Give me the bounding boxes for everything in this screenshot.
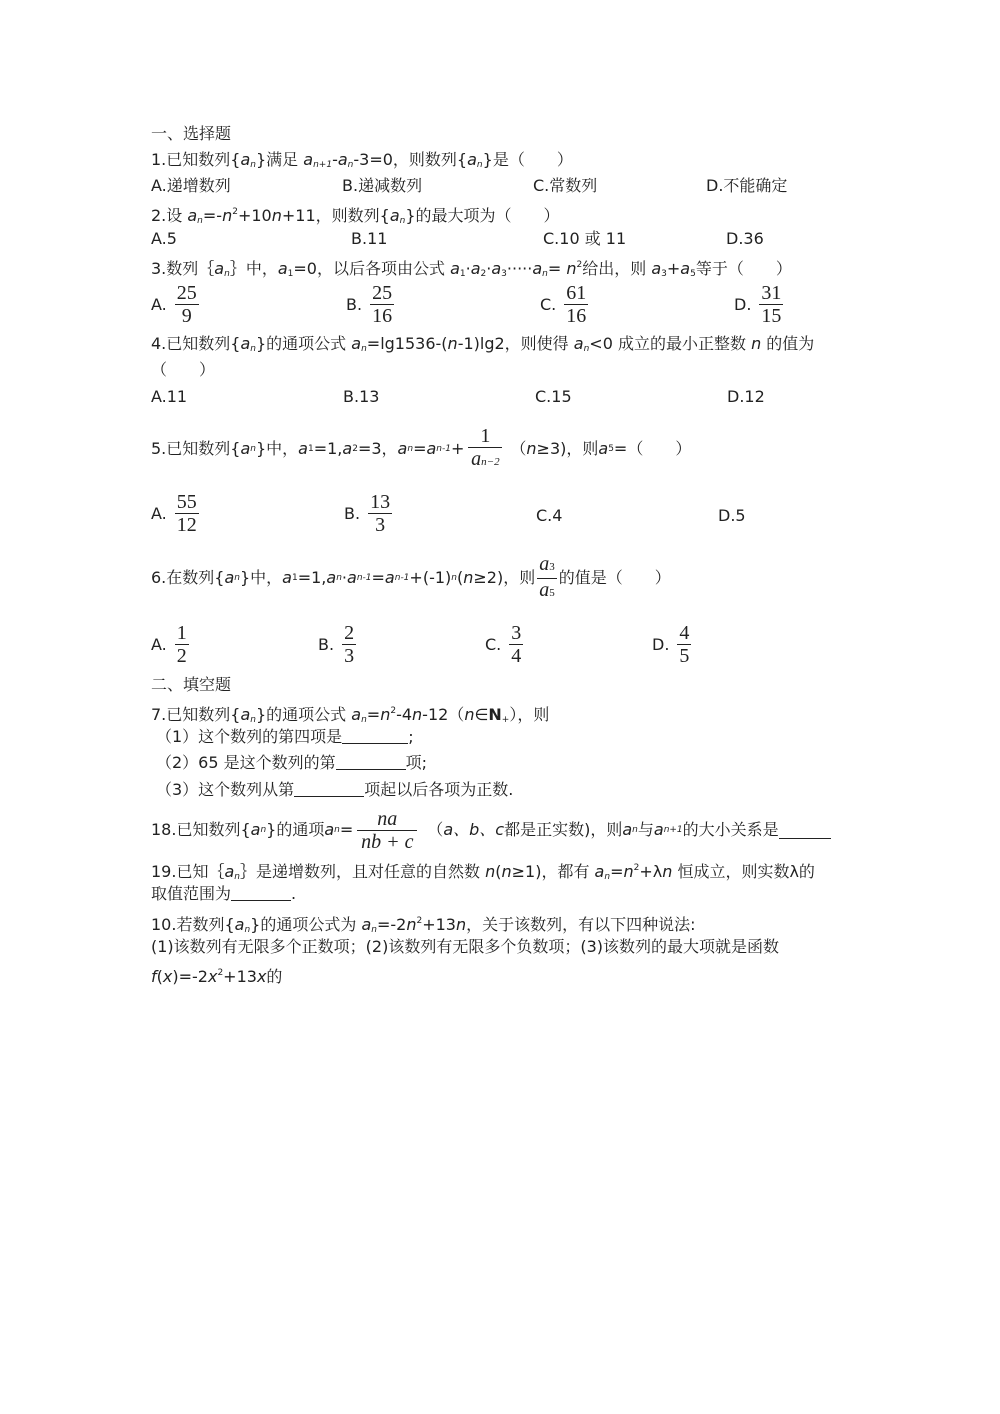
var-a: a xyxy=(240,334,251,353)
sub-plus: + xyxy=(501,715,510,725)
var-a: a xyxy=(598,439,609,458)
sub-n-1: n-1 xyxy=(394,573,410,583)
var-a: a xyxy=(622,820,633,839)
q7-sub-text: ; xyxy=(408,727,414,746)
q10-text: 10.若数列{ xyxy=(151,915,235,934)
fraction xyxy=(175,282,199,327)
var-a: a xyxy=(240,439,251,458)
set-N: N xyxy=(488,705,502,724)
q18-text: 18.已知数列{ xyxy=(151,820,251,839)
var-a: a xyxy=(351,334,362,353)
option-label: C. xyxy=(485,635,502,654)
answer-blank[interactable] xyxy=(336,753,406,770)
var-a: a xyxy=(234,915,245,934)
var-a: a xyxy=(277,259,288,278)
q5-text: =3， xyxy=(357,439,398,458)
question-1 xyxy=(151,150,573,175)
var-n: n xyxy=(464,705,475,724)
q7-sub-2 xyxy=(156,753,427,773)
q7-text: = xyxy=(366,705,381,724)
q3-option-d xyxy=(734,282,783,327)
var-a: a xyxy=(573,334,584,353)
q7-sub-text: 项起以后各项为正数. xyxy=(364,780,514,799)
var-n: n xyxy=(412,705,423,724)
q1-option-a: A.递增数列 xyxy=(151,176,231,195)
q2-text: +11，则数列{ xyxy=(281,206,390,225)
option-label: B. xyxy=(346,295,363,314)
fraction xyxy=(175,491,199,536)
q2-option-b: B.11 xyxy=(351,229,388,248)
q2-option-a: A.5 xyxy=(151,229,177,248)
var-a: a xyxy=(351,705,362,724)
sub-n-2: n−2 xyxy=(481,456,500,468)
dot: · xyxy=(486,259,492,278)
sub-n: n xyxy=(234,872,240,882)
q2-text: 2.设 xyxy=(151,206,188,225)
q7-text: 7.已知数列{ xyxy=(151,705,241,724)
var-a: a xyxy=(224,568,235,587)
sub-3: 3 xyxy=(549,560,555,573)
option-label: D. xyxy=(734,295,752,314)
q2-text: }的最大项为（ ） xyxy=(405,206,560,225)
sub-n: n xyxy=(197,216,203,226)
denominator xyxy=(469,448,501,473)
sup-2: 2 xyxy=(633,863,640,873)
q3-text: = xyxy=(547,259,567,278)
q10-text: ，关于该数列，有以下四种说法: xyxy=(466,915,696,934)
denominator: 9 xyxy=(181,305,192,327)
q18-text: （ xyxy=(427,820,444,839)
option-label: A. xyxy=(151,504,167,523)
denominator: 16 xyxy=(372,305,393,327)
q10-line-2: (1)该数列有无限多个正数项；(2)该数列有无限多个负数项；(3)该数列的最大项就是函数 xyxy=(151,937,779,956)
q2-text: +10 xyxy=(237,206,272,225)
sup-2: 2 xyxy=(390,706,397,716)
q3-text: ｝中， xyxy=(229,259,278,278)
sub-n: n xyxy=(250,444,256,454)
q4-text: }的通项公式 xyxy=(255,334,352,353)
q19-text: . xyxy=(291,884,297,903)
sub-n: n xyxy=(583,344,590,354)
q4-option-d: D.12 xyxy=(727,387,765,406)
denominator: 16 xyxy=(566,305,587,327)
q1-text: - xyxy=(332,150,338,169)
fraction xyxy=(759,282,783,327)
sup-2: 2 xyxy=(232,207,238,217)
q7-text: ），则 xyxy=(509,705,550,724)
var-a: a xyxy=(361,915,372,934)
sub-n1: n+1 xyxy=(663,825,683,835)
q19-text: ≥1)，都有 xyxy=(511,862,595,881)
var-a: a xyxy=(651,259,662,278)
q19-text: 取值范围为 xyxy=(151,884,232,903)
q6-option-b xyxy=(318,622,356,667)
answer-blank[interactable] xyxy=(231,884,291,901)
var-a: a xyxy=(384,568,395,587)
q10-line-3 xyxy=(151,963,282,987)
q3-option-b xyxy=(346,282,394,327)
question-18 xyxy=(151,806,831,854)
denominator: nb + c xyxy=(361,830,414,853)
answer-blank[interactable] xyxy=(342,727,408,744)
q5-text: }中， xyxy=(255,439,299,458)
var-a: a xyxy=(214,259,225,278)
sub-n: n xyxy=(224,269,230,279)
sub-1: 1 xyxy=(287,269,294,279)
sub-2: 2 xyxy=(352,444,358,454)
q5-text: 5.已知数列{ xyxy=(151,439,241,458)
numerator: 55 xyxy=(176,491,197,513)
q5-option-c: C.4 xyxy=(536,506,563,525)
q10-text: =-2 xyxy=(376,915,407,934)
fraction xyxy=(175,622,189,667)
q19-text: = xyxy=(610,862,624,881)
var-a: a xyxy=(337,150,348,169)
var-a: a xyxy=(240,150,251,169)
var-x: x xyxy=(256,967,267,986)
q2-option-c: C.10 或 11 xyxy=(543,229,627,248)
sup-2: 2 xyxy=(217,968,224,978)
q7-sub-1 xyxy=(156,727,414,747)
answer-blank[interactable] xyxy=(779,822,831,839)
var-n: n xyxy=(662,862,673,881)
option-label: D. xyxy=(652,635,670,654)
option-label: B. xyxy=(344,504,361,523)
section-title-choice: 一、选择题 xyxy=(151,124,232,143)
var-a: a xyxy=(303,150,314,169)
option-label: A. xyxy=(151,635,167,654)
fraction xyxy=(368,491,392,536)
sub-5: 5 xyxy=(690,269,696,279)
question-2 xyxy=(151,202,560,231)
var-n: n xyxy=(406,915,417,934)
sub-n: n xyxy=(604,872,611,882)
var-a: a xyxy=(653,820,664,839)
var-n: n xyxy=(623,862,634,881)
var-a: a xyxy=(326,568,337,587)
q4-text: =lg1536-( xyxy=(366,334,448,353)
question-3 xyxy=(151,255,792,284)
var-a: a xyxy=(491,259,502,278)
var-a: a xyxy=(250,820,261,839)
var-n: n xyxy=(751,334,762,353)
q19-line-2 xyxy=(151,884,296,904)
q19-text: ( xyxy=(495,862,502,881)
q7-sub-text: （2）65 是这个数列的第 xyxy=(156,753,336,772)
sub-3: 3 xyxy=(501,269,507,279)
var-n: n xyxy=(455,915,467,934)
question-19 xyxy=(151,858,815,887)
denominator: 3 xyxy=(344,645,355,667)
q10-text: 的 xyxy=(266,967,283,986)
q4-text: -1)lg2，则使得 xyxy=(457,334,574,353)
sub-1: 1 xyxy=(307,444,314,454)
q4-option-a: A.11 xyxy=(151,387,188,406)
var-n: n xyxy=(501,862,512,881)
var-n: n xyxy=(380,705,391,724)
q18-text: 都是正实数)，则 xyxy=(504,820,623,839)
var-n: n xyxy=(222,206,233,225)
sub-5: 5 xyxy=(549,586,555,599)
sub-n-1: n-1 xyxy=(436,444,451,454)
plus: + xyxy=(666,259,681,278)
q3-text: 给出，则 xyxy=(582,259,652,278)
q6-text: 6.在数列{ xyxy=(151,568,225,587)
q1-text: 1.已知数列{ xyxy=(151,150,241,169)
var-x: x xyxy=(162,967,173,986)
var-a: a xyxy=(680,259,691,278)
q19-text: 19.已知｛ xyxy=(151,862,225,881)
q5-option-b xyxy=(344,491,392,536)
sub-5: 5 xyxy=(608,444,614,454)
var-a: a xyxy=(450,259,460,278)
sub-n: n xyxy=(250,160,256,170)
var-x: x xyxy=(207,967,218,986)
fraction xyxy=(677,622,691,667)
question-5 xyxy=(151,426,691,472)
q5-text: =1, xyxy=(313,439,343,458)
denominator: 2 xyxy=(176,645,187,667)
q10-text: }的通项公式为 xyxy=(250,915,362,934)
q7-text: -4 xyxy=(396,705,413,724)
q3-text: 等于（ ） xyxy=(695,259,792,278)
option-label: B. xyxy=(318,635,335,654)
denominator xyxy=(537,579,557,604)
fraction-a3-over-a5 xyxy=(537,553,557,604)
q1-option-d: D.不能确定 xyxy=(706,176,788,195)
question-7 xyxy=(151,701,549,730)
q6-text: ( xyxy=(456,568,464,587)
numerator: 13 xyxy=(370,491,391,513)
option-label: A. xyxy=(151,295,167,314)
q1-text: -3=0，则数列{ xyxy=(353,150,468,169)
fraction xyxy=(509,622,523,667)
q2-option-d: D.36 xyxy=(726,229,764,248)
section-title-fill: 二、填空题 xyxy=(151,675,232,694)
numerator: 31 xyxy=(761,282,782,304)
q10-text: +13 xyxy=(223,967,257,986)
sub-n: n xyxy=(542,269,548,279)
q4-text: 的值为 xyxy=(761,334,815,353)
fraction xyxy=(564,282,588,327)
denominator: 3 xyxy=(375,514,386,536)
sub-3: 3 xyxy=(661,269,667,279)
plus: + xyxy=(450,439,465,458)
q10-text: +13 xyxy=(422,915,456,934)
q19-text: ｝是递增数列，且对任意的自然数 xyxy=(239,862,486,881)
fraction xyxy=(370,282,394,327)
sub-n: n xyxy=(361,344,367,354)
q5-text: （ xyxy=(510,439,527,458)
var-a: a xyxy=(471,448,482,470)
q6-text: ≥2)，则 xyxy=(473,568,536,587)
var-n: n xyxy=(485,862,496,881)
numerator xyxy=(537,553,557,579)
q2-text: =- xyxy=(202,206,223,225)
var-n: n xyxy=(526,439,537,458)
q7-sub-text: （1）这个数列的第四项是 xyxy=(156,727,343,746)
q1-text: }满足 xyxy=(255,150,304,169)
dots: ····· xyxy=(506,259,533,278)
var-a: a xyxy=(282,568,292,587)
numerator: 3 xyxy=(511,622,522,644)
fraction xyxy=(342,622,356,667)
q4-option-b: B.13 xyxy=(343,387,380,406)
var-a: a xyxy=(324,820,335,839)
numerator: na xyxy=(357,808,417,831)
var-a: a xyxy=(347,568,357,587)
sub-n: n xyxy=(632,825,638,835)
var-abc: a、b、c xyxy=(443,820,505,839)
sub-2: 2 xyxy=(480,269,487,279)
sub-n: n xyxy=(399,216,406,226)
q7-sub-text: （3）这个数列从第 xyxy=(156,780,295,799)
q18-text: = xyxy=(339,820,354,839)
var-a: a xyxy=(397,439,408,458)
paren-open: ( xyxy=(156,967,163,986)
q6-option-c xyxy=(485,622,523,667)
q7-sub-text: 项; xyxy=(405,753,428,772)
sub-n: n xyxy=(407,444,414,454)
q7-text: ∈ xyxy=(474,705,489,724)
sub-n: n xyxy=(371,925,377,935)
question-10 xyxy=(151,911,696,940)
q3-option-a xyxy=(151,282,199,327)
var-a: a xyxy=(467,150,477,169)
q3-text: =0，以后各项由公式 xyxy=(293,259,451,278)
q5-option-a xyxy=(151,491,199,536)
sub-n-1: n-1 xyxy=(356,573,372,583)
sub-n: n xyxy=(347,160,354,170)
fraction-na-over-nb-plus-c xyxy=(357,808,417,853)
q18-text: 的大小关系是 xyxy=(682,820,779,839)
denominator: 12 xyxy=(176,514,197,536)
q1-option-c: C.常数列 xyxy=(533,176,598,195)
var-a: a xyxy=(240,705,251,724)
denominator: 5 xyxy=(679,645,690,667)
var-a: a xyxy=(342,439,353,458)
var-a: a xyxy=(389,206,400,225)
q6-text: +(-1) xyxy=(409,568,452,587)
sub-n: n xyxy=(244,925,251,935)
q4-paren: （ ） xyxy=(151,360,216,379)
var-a: a xyxy=(532,259,543,278)
q18-text: 与 xyxy=(637,820,654,839)
var-a: a xyxy=(470,259,481,278)
var-a: a xyxy=(594,862,605,881)
fraction-1-over-an-2 xyxy=(468,425,502,473)
numerator: 1 xyxy=(468,425,502,448)
var-a: a xyxy=(224,862,235,881)
var-a: a xyxy=(187,206,198,225)
q6-option-d xyxy=(652,622,691,667)
denominator: 15 xyxy=(761,305,782,327)
var-n: n xyxy=(463,568,474,587)
q1-option-b: B.递减数列 xyxy=(342,176,423,195)
var-a: a xyxy=(426,439,437,458)
q4-text: <0 成立的最小正整数 xyxy=(589,334,752,353)
numerator: 1 xyxy=(176,622,187,644)
var-n: n xyxy=(566,259,577,278)
q7-sub-3 xyxy=(156,780,513,800)
q7-text: }的通项公式 xyxy=(255,705,352,724)
sub-n: n xyxy=(361,715,367,725)
q19-text: 恒成立，则实数λ的 xyxy=(672,862,815,881)
q5-text: = xyxy=(413,439,427,458)
q5-text: ≥3)，则 xyxy=(536,439,599,458)
q7-text: -12（ xyxy=(422,705,465,724)
numerator: 4 xyxy=(679,622,690,644)
question-4 xyxy=(151,334,814,359)
q6-text: = xyxy=(371,568,385,587)
var-a: a xyxy=(539,578,550,601)
sub-n: n xyxy=(334,825,340,835)
sup-n: n xyxy=(451,573,457,583)
sup-2: 2 xyxy=(576,260,583,270)
q10-text: )=-2 xyxy=(172,967,208,986)
q19-text: +λ xyxy=(639,862,663,881)
q5-text: =（ ） xyxy=(613,439,692,458)
q6-option-a xyxy=(151,622,189,667)
question-6 xyxy=(151,552,671,601)
sub-1: 1 xyxy=(291,573,298,583)
sub-n: n xyxy=(336,573,342,583)
numerator: 61 xyxy=(566,282,587,304)
q6-text: =1, xyxy=(297,568,327,587)
var-a: a xyxy=(539,552,550,575)
sub-n: n xyxy=(250,344,256,354)
var-n: n xyxy=(447,334,458,353)
var-f: f xyxy=(151,967,157,986)
numerator: 25 xyxy=(176,282,197,304)
sub-n: n xyxy=(260,825,267,835)
numerator: 25 xyxy=(372,282,393,304)
q4-option-c: C.15 xyxy=(535,387,572,406)
sub-n: n xyxy=(250,715,256,725)
q3-text: 3.数列｛ xyxy=(151,259,215,278)
q6-text: }中， xyxy=(239,568,283,587)
q18-text: }的通项 xyxy=(266,820,325,839)
q5-option-d: D.5 xyxy=(718,506,746,525)
q1-text: }是（ ） xyxy=(482,150,573,169)
numerator: 2 xyxy=(344,622,355,644)
answer-blank[interactable] xyxy=(294,780,364,797)
sub-1: 1 xyxy=(459,269,466,279)
denominator: 4 xyxy=(511,645,522,667)
dot: · xyxy=(341,568,348,587)
option-label: C. xyxy=(540,295,557,314)
sub-n: n xyxy=(234,573,240,583)
sub-n: n xyxy=(476,160,483,170)
q3-option-c xyxy=(540,282,588,327)
q4-text: 4.已知数列{ xyxy=(151,334,241,353)
q6-text: 的值是（ ） xyxy=(558,568,671,587)
sup-2: 2 xyxy=(416,916,423,926)
var-a: a xyxy=(298,439,308,458)
sub-n1: n+1 xyxy=(313,160,333,170)
var-n: n xyxy=(271,206,282,225)
dot: · xyxy=(465,259,471,278)
